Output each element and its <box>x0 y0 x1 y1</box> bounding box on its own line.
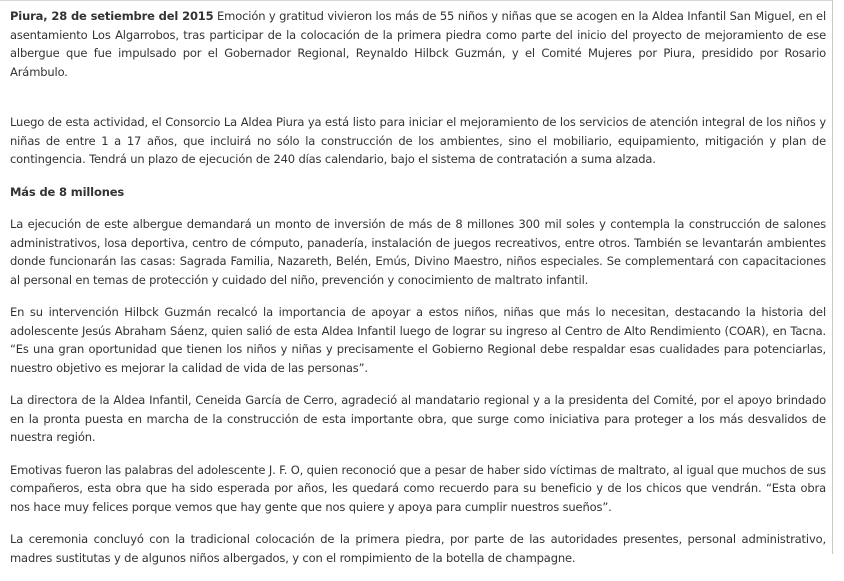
top-divider <box>0 0 833 1</box>
article-paragraph-3: La ejecución de este albergue demandará un monto de inversión de más de 8 millones 300 mil soles y contempla la construcción de salones administrativos, losa deportiva, centro de cómputo, panadería, instalación de juegos recreativos, entre otros. También se levantarán ambientes donde funcionarán las casas: Sagrada Familia, Nazareth, Belén, Emús, Divino Maestro, niños especiales. Se complementará con capacitaciones al personal en temas de protección y cuidado del niño, prevención y conocimiento de maltrato infantil. <box>10 217 826 287</box>
article-paragraph-7: La ceremonia concluyó con la tradicional colocación de la primera piedra, por parte de las autoridades presentes, personal administrativo, madres sustitutas y de algunos niños albergados, y con el rompimiento de la botella de champagne. <box>10 532 826 565</box>
article-paragraph-1 <box>10 7 826 81</box>
article-body <box>10 7 826 581</box>
dateline: Piura, 28 de setiembre del 2015 <box>10 9 214 23</box>
article-paragraph-4: En su intervención Hilbck Guzmán recalcó la importancia de apoyar a estos niños, niñas que más lo necesitan, destacando la historia del adolescente Jesús Abraham Sáenz, quien salió de esta Aldea Infantil luego de lograr su ingreso al Centro de Alto Rendimiento (COAR), en Tacna. “Es una gran oportunidad que tienen los niños y niñas y precisamente el Gobierno Regional debe respaldar esas cualidades para potenciarlas, nuestro objetivo es mejorar la calidad de vida de las personas”. <box>10 305 826 375</box>
right-border <box>832 0 833 554</box>
article-paragraph-5: La directora de la Aldea Infantil, Ceneida García de Cerro, agradeció al mandatario regional y a la presidenta del Comité, por el apoyo brindado en la pronta puesta en marcha de la construcción de esta importante obra, que surge como iniciativa para proteger a los más desvalidos de nuestra región. <box>10 393 826 444</box>
article-paragraph-2: Luego de esta actividad, el Consorcio La Aldea Piura ya está listo para iniciar el mejoramiento de los servicios de atención integral de los niños y niñas de entre 1 a 17 años, que incluirá no sólo la construcción de los ambientes, sino el mobiliario, equipamiento, mitigación y plan de contingencia. Tendrá un plazo de ejecución de 240 días calendario, bajo el sistema de contratación a suma alzada. <box>10 115 826 166</box>
paragraph-1-text: Emoción y gratitud vivieron los más de 55 niños y niñas que se acogen en la Aldea Infantil San Miguel, en el asentamiento Los Algarrobos, tras participar de la colocación de la primera piedra como parte del inicio del proyecto de mejoramiento de ese albergue que fue impulsado por el Gobernador Regional, Reynaldo Hilbck Guzmán, y el Comité Mujeres por Piura, presidido por Rosario Arámbulo. <box>10 9 827 79</box>
section-subheading: Más de 8 millones <box>10 184 125 199</box>
article-paragraph-6: Emotivas fueron las palabras del adolescente J. F. O, quien reconoció que a pesar de haber sido víctimas de maltrato, al igual que muchos de sus compañeros, esta obra que ha sido esperada por años, les quedará como recuerdo para su beneficio y de los chicos que vendrán. “Esta obra nos hace muy felices porque vemos que hay gente que nos quiere y apoya para cumplir nuestros sueños”. <box>10 462 827 514</box>
